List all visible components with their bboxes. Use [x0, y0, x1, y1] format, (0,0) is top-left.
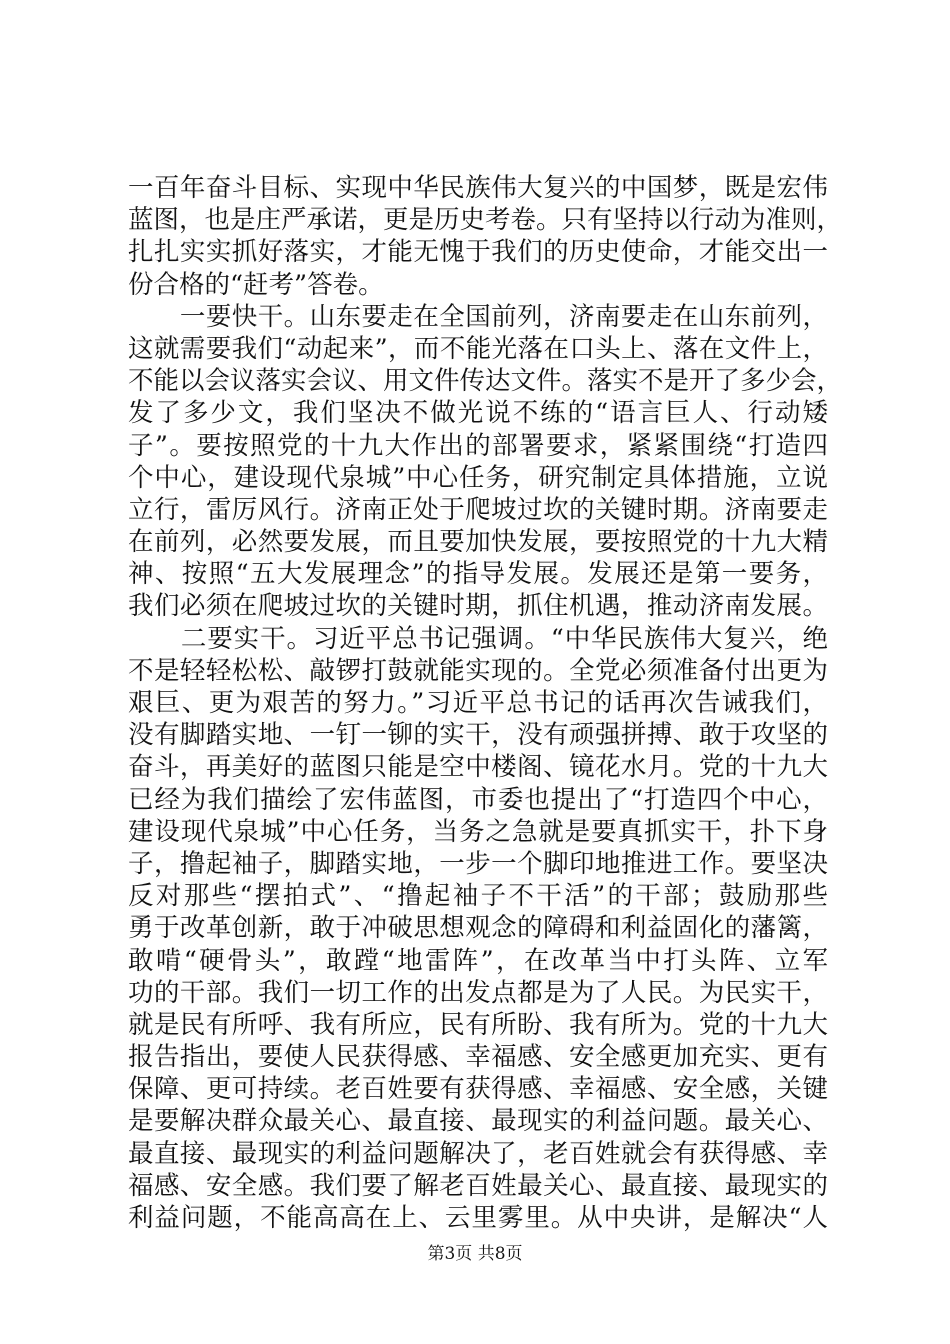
text-line: 保障、更可持续。老百姓要有获得感、幸福感、安全感，关键 [128, 1074, 828, 1105]
text-line: 已经为我们描绘了宏伟蓝图，市委也提出了“打造四个中心， [128, 784, 828, 815]
text-line: 发了多少文，我们坚决不做光说不练的“语言巨人、行动矮 [128, 398, 828, 429]
text-line: 子，撸起袖子，脚踏实地，一步一个脚印地推进工作。要坚决 [128, 848, 828, 879]
text-line: 一百年奋斗目标、实现中华民族伟大复兴的中国梦，既是宏伟 [128, 173, 828, 203]
text-line: 扎扎实实抓好落实，才能无愧于我们的历史使命，才能交出一 [128, 237, 828, 268]
paragraph-2 [128, 301, 843, 623]
text-line: 就是民有所呼、我有所应，民有所盼、我有所为。党的十九大 [128, 1009, 828, 1040]
text-line: 二要实干。习近平总书记强调。“中华民族伟大复兴，绝 [128, 623, 828, 654]
page-footer: 第3页 共8页 [427, 1244, 523, 1264]
text-line: 利益问题，不能高高在上、云里雾里。从中央讲，是解决“人 [128, 1203, 828, 1233]
text-line: 反对那些“摆拍式”、“撸起袖子不干活”的干部；鼓励那些 [128, 881, 828, 912]
text-line: 不是轻轻松松、敲锣打鼓就能实现的。全党必须准备付出更为 [128, 655, 828, 686]
text-line: 功的干部。我们一切工作的出发点都是为了人民。为民实干， [128, 977, 828, 1008]
text-line: 我们必须在爬坡过坎的关键时期，抓住机遇，推动济南发展。 [128, 591, 828, 622]
paragraph-1 [128, 172, 843, 301]
text-line: 勇于改革创新，敢于冲破思想观念的障碍和利益固化的藩篱， [128, 913, 828, 944]
text-line: 份合格的“赶考”答卷。 [128, 269, 384, 300]
text-line: 福感、安全感。我们要了解老百姓最关心、最直接、最现实的 [128, 1170, 828, 1201]
text-line: 报告指出，要使人民获得感、幸福感、安全感更加充实、更有 [128, 1042, 828, 1073]
text-line: 没有脚踏实地、一钉一铆的实干，没有顽强拼搏、敢于攻坚的 [128, 720, 828, 751]
text-line: 建设现代泉城”中心任务，当务之急就是要真抓实干，扑下身 [128, 816, 828, 847]
text-line: 蓝图，也是庄严承诺，更是历史考卷。只有坚持以行动为准则， [128, 205, 843, 236]
paragraph-3 [128, 623, 828, 1235]
text-line: 一要快干。山东要走在全国前列，济南要走在山东前列， [128, 301, 828, 332]
text-line: 是要解决群众最关心、最直接、最现实的利益问题。最关心、 [128, 1106, 828, 1137]
text-line: 立行，雷厉风行。济南正处于爬坡过坎的关键时期。济南要走 [128, 494, 828, 525]
text-line: 不能以会议落实会议、用文件传达文件。落实不是开了多少会， [128, 366, 843, 397]
text-line: 在前列，必然要发展，而且要加快发展，要按照党的十九大精 [128, 527, 828, 558]
text-line: 最直接、最现实的利益问题解决了，老百姓就会有获得感、幸 [128, 1138, 828, 1169]
text-line: 奋斗，再美好的蓝图只能是空中楼阁、镜花水月。党的十九大 [128, 752, 828, 783]
body-text [128, 172, 843, 1234]
text-line: 艰巨、更为艰苦的努力。”习近平总书记的话再次告诫我们， [128, 688, 828, 718]
text-line: 这就需要我们“动起来”，而不能光落在口头上、落在文件上， [128, 333, 828, 364]
text-line: 神、按照“五大发展理念”的指导发展。发展还是第一要务， [128, 559, 828, 590]
text-line: 敢啃“硬骨头”，敢蹚“地雷阵”，在改革当中打头阵、立军 [128, 945, 828, 976]
text-line: 子”。要按照党的十九大作出的部署要求，紧紧围绕“打造四 [128, 430, 828, 461]
text-line: 个中心，建设现代泉城”中心任务，研究制定具体措施，立说 [128, 462, 828, 493]
